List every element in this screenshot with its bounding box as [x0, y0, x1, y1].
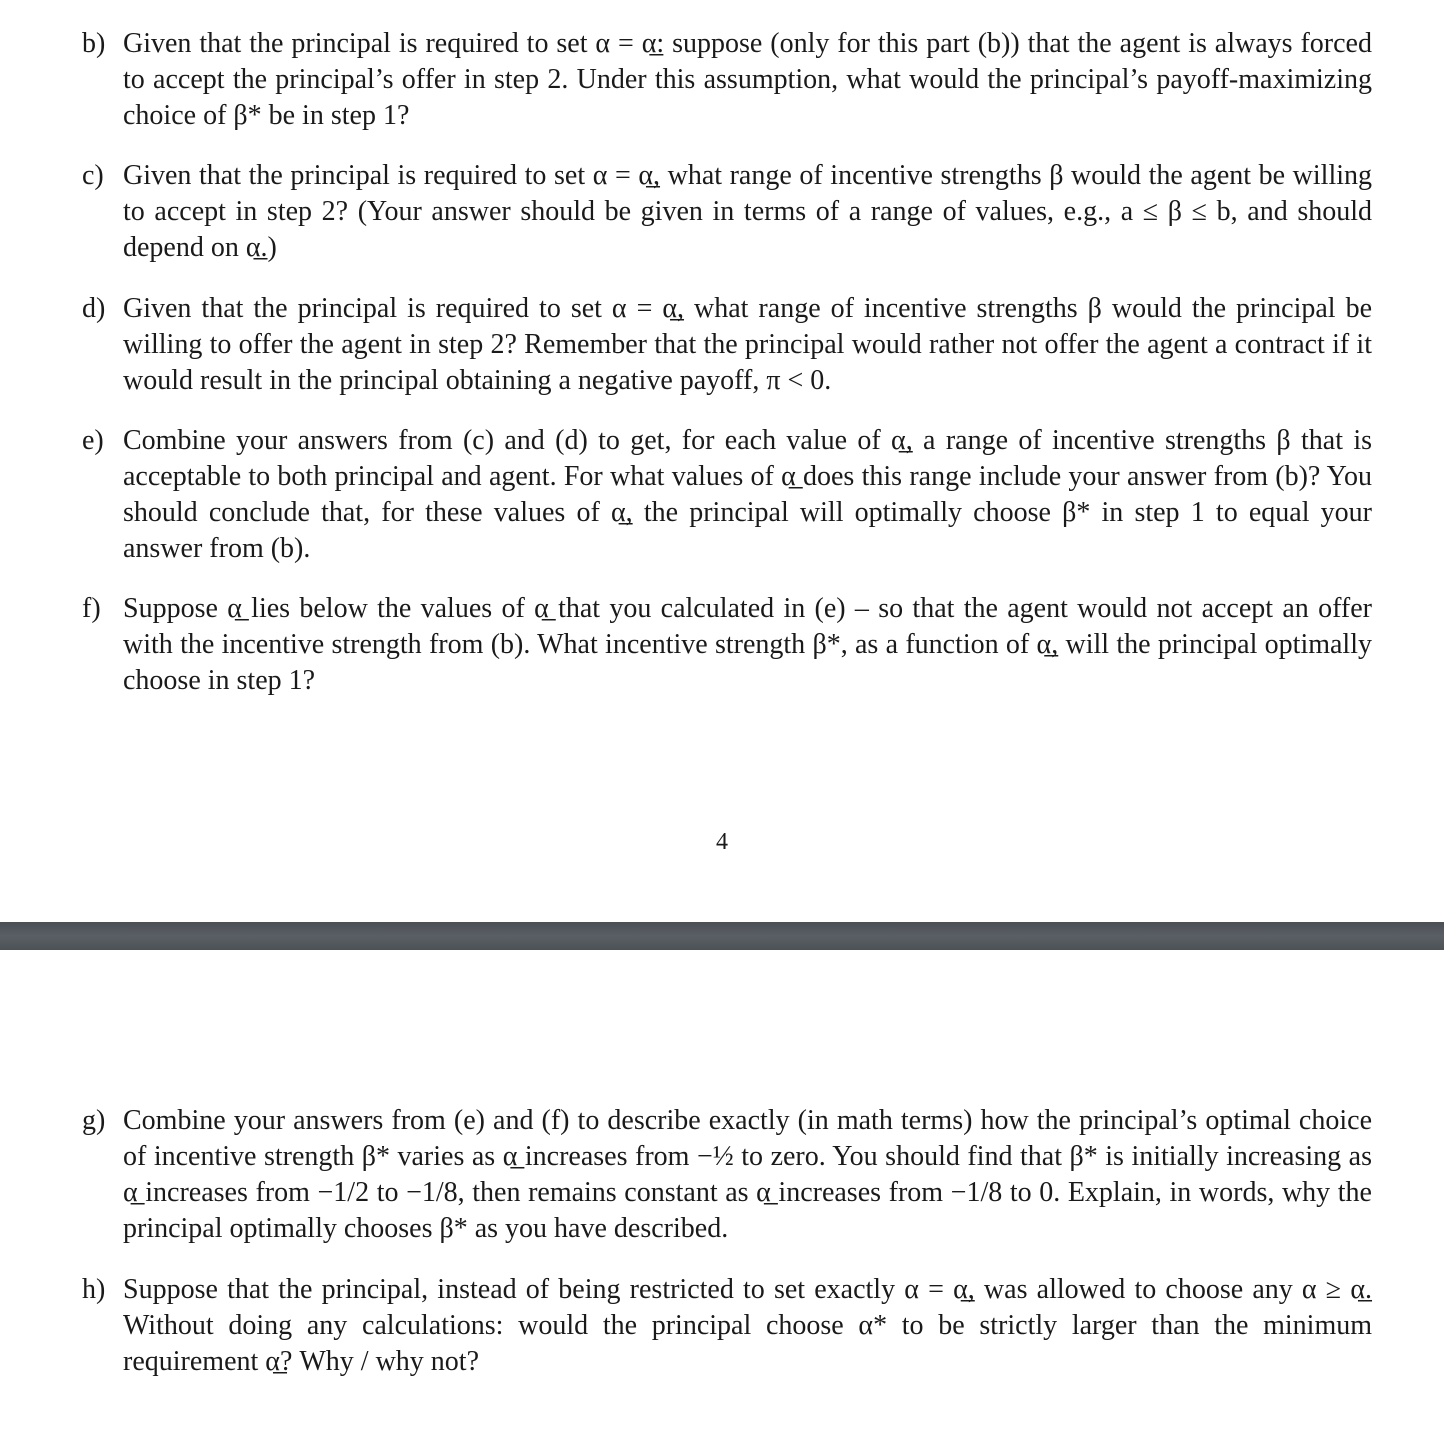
page-divider: [0, 922, 1444, 950]
question-f-text: Suppose α̲ lies below the values of α̲ that you calculated in (e) – so that the agent would not accept an offer with the incentive strength from (b). What incentive strength β*, as a function of α̲, will the principal optimally choose in step 1?: [123, 593, 1372, 696]
question-d-label: d): [82, 293, 106, 324]
question-f-label: f): [82, 593, 101, 624]
question-h-text: Suppose that the principal, instead of being restricted to set exactly α = α̲, was allowed to choose any α ≥ α̲. Without doing any calculations: would the principal choose α* to be strictly larger than the minimum requirement α̲? Why / why not?: [123, 1274, 1372, 1377]
page-5: [0, 950, 1444, 1444]
question-d-text: Given that the principal is required to set α = α̲, what range of incentive strengths β would the principal be willing to offer the agent in step 2? Remember that the principal would rather not offer the agent a contract if it would result in the principal obtaining a negative payoff, π < 0.: [123, 293, 1372, 396]
question-e-text: Combine your answers from (c) and (d) to get, for each value of α̲, a range of incentive strengths β that is acceptable to both principal and agent. For what values of α̲ does this range include your answer from (b)? You should conclude that, for these values of α̲, the principal will optimally choose β* in step 1 to equal your answer from (b).: [123, 425, 1372, 564]
question-g-label: g): [82, 1105, 106, 1136]
question-c-text: Given that the principal is required to set α = α̲, what range of incentive strengths β would the agent be willing to accept in step 2? (Your answer should be given in terms of a range of values, e.g., a ≤ β ≤ b, and should depend on α̲.): [123, 160, 1372, 263]
question-b-text: Given that the principal is required to set α = α̲: suppose (only for this part (b)) that the agent is always forced to accept the principal’s offer in step 2. Under this assumption, what would the principal’s payoff-maximizing choice of β* be in step 1?: [123, 28, 1372, 131]
question-g-text: Combine your answers from (e) and (f) to describe exactly (in math terms) how the principal’s optimal choice of incentive strength β* varies as α̲ increases from −½ to zero. You should find that β* is initially increasing as α̲ increases from −1/2 to −1/8, then remains constant as α̲ increases from −1/8 to 0. Explain, in words, why the principal optimally chooses β* as you have described.: [123, 1105, 1372, 1244]
page-number: 4: [716, 829, 728, 855]
question-b-label: b): [82, 28, 106, 59]
question-e-label: e): [82, 425, 104, 456]
question-c-label: c): [82, 160, 104, 191]
question-h-label: h): [82, 1274, 106, 1305]
